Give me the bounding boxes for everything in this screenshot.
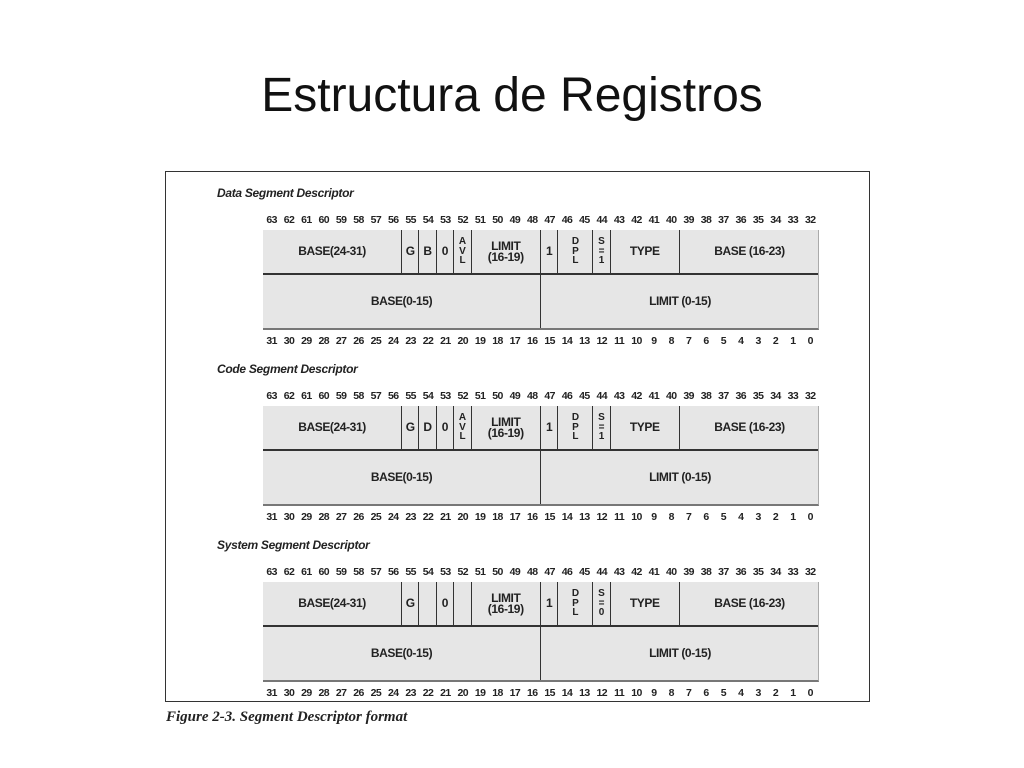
bit-number: 16 bbox=[526, 511, 538, 523]
bit-number: 26 bbox=[353, 687, 364, 699]
bit-number: 4 bbox=[738, 687, 744, 699]
descriptor-field bbox=[437, 582, 454, 625]
bit-number: 28 bbox=[318, 335, 330, 347]
bit-number: 18 bbox=[492, 511, 503, 523]
bit-number: 42 bbox=[631, 390, 642, 402]
bit-number: 14 bbox=[561, 335, 573, 347]
bit-number: 13 bbox=[579, 511, 590, 523]
field-label: D bbox=[423, 420, 432, 434]
bit-number: 49 bbox=[509, 214, 521, 226]
bit-number: 34 bbox=[770, 566, 781, 578]
bit-number: 58 bbox=[353, 390, 364, 402]
bit-number: 43 bbox=[613, 566, 625, 578]
bit-number: 50 bbox=[492, 390, 503, 402]
bit-number: 40 bbox=[665, 566, 677, 578]
descriptor-field bbox=[593, 582, 610, 625]
field-label: BASE(0-15) bbox=[370, 294, 433, 308]
slide-title: Estructura de Registros bbox=[261, 69, 763, 122]
bit-number: 11 bbox=[614, 687, 625, 699]
bit-number: 27 bbox=[335, 687, 347, 699]
bit-number: 59 bbox=[335, 566, 347, 578]
bit-number: 25 bbox=[370, 335, 382, 347]
bit-number: 21 bbox=[440, 687, 451, 699]
bit-number: 61 bbox=[301, 390, 312, 402]
bit-number: 34 bbox=[770, 390, 781, 402]
bit-number: 9 bbox=[651, 511, 657, 523]
field-label: 0 bbox=[441, 420, 449, 434]
bit-number: 29 bbox=[301, 335, 312, 347]
bit-number: 35 bbox=[752, 214, 764, 226]
descriptor-title: Data Segment Descriptor bbox=[217, 186, 354, 200]
bit-number: 13 bbox=[579, 335, 590, 347]
bit-number: 11 bbox=[614, 335, 625, 347]
bit-number: 28 bbox=[318, 511, 330, 523]
field-label: G bbox=[405, 596, 415, 610]
bit-number: 45 bbox=[579, 566, 590, 578]
bit-number: 56 bbox=[387, 566, 399, 578]
bit-number: 20 bbox=[457, 511, 469, 523]
bit-number: 38 bbox=[700, 214, 712, 226]
bit-number: 49 bbox=[509, 390, 521, 402]
bit-number: 16 bbox=[526, 335, 538, 347]
bit-number: 15 bbox=[544, 511, 556, 523]
bit-number: 51 bbox=[474, 566, 486, 578]
bit-number: 22 bbox=[422, 511, 434, 523]
bit-number: 46 bbox=[561, 390, 573, 402]
field-label: D P L bbox=[571, 588, 579, 619]
field-label: BASE (16-23) bbox=[714, 244, 785, 258]
bit-number: 4 bbox=[738, 511, 744, 523]
bit-number: 0 bbox=[807, 687, 813, 699]
bit-number: 45 bbox=[579, 214, 590, 226]
bit-number: 21 bbox=[440, 511, 451, 523]
bit-number: 43 bbox=[613, 390, 625, 402]
bit-number: 40 bbox=[665, 214, 677, 226]
bit-number: 32 bbox=[804, 390, 816, 402]
bit-number: 63 bbox=[266, 214, 278, 226]
bit-number: 19 bbox=[474, 687, 486, 699]
field-label: G bbox=[405, 420, 415, 434]
bit-number: 31 bbox=[266, 511, 278, 523]
descriptor-field bbox=[541, 230, 558, 273]
bit-number: 13 bbox=[579, 687, 590, 699]
lower-bit-numbers bbox=[263, 687, 819, 701]
bit-number: 37 bbox=[718, 566, 729, 578]
bit-number: 56 bbox=[387, 390, 399, 402]
field-label: S = 1 bbox=[598, 412, 605, 443]
upper-bit-numbers bbox=[263, 566, 819, 580]
bit-number: 41 bbox=[648, 566, 660, 578]
bit-number: 20 bbox=[457, 687, 469, 699]
descriptor-field bbox=[437, 406, 454, 449]
descriptor-field bbox=[419, 406, 436, 449]
bit-number: 6 bbox=[703, 687, 709, 699]
bit-number: 16 bbox=[526, 687, 538, 699]
bit-number: 59 bbox=[335, 390, 347, 402]
bit-number: 61 bbox=[301, 566, 312, 578]
bit-number: 36 bbox=[735, 566, 747, 578]
field-label: LIMIT (0-15) bbox=[649, 294, 711, 308]
descriptor-field bbox=[263, 275, 541, 328]
bit-number: 37 bbox=[718, 214, 729, 226]
descriptor-field bbox=[558, 582, 593, 625]
bit-number: 39 bbox=[683, 214, 695, 226]
bit-number: 5 bbox=[720, 335, 727, 347]
bit-number: 17 bbox=[509, 687, 521, 699]
bit-number: 52 bbox=[457, 214, 469, 226]
bit-number: 9 bbox=[651, 335, 657, 347]
bit-number: 59 bbox=[335, 214, 347, 226]
bit-number: 41 bbox=[648, 390, 660, 402]
bit-number: 0 bbox=[807, 335, 813, 347]
bit-number: 19 bbox=[474, 335, 486, 347]
bit-number: 23 bbox=[405, 687, 417, 699]
field-label: B bbox=[423, 244, 432, 258]
bit-number: 42 bbox=[631, 214, 642, 226]
bit-number: 54 bbox=[422, 566, 434, 578]
descriptor-table bbox=[263, 582, 819, 682]
bit-number: 26 bbox=[353, 335, 364, 347]
bit-number: 10 bbox=[631, 335, 642, 347]
field-label: TYPE bbox=[629, 420, 660, 434]
bit-number: 35 bbox=[752, 390, 764, 402]
descriptor-field bbox=[611, 406, 681, 449]
bit-number: 25 bbox=[370, 687, 382, 699]
upper-bit-numbers bbox=[263, 214, 819, 228]
bit-number: 12 bbox=[596, 511, 608, 523]
descriptor-title: System Segment Descriptor bbox=[217, 538, 370, 552]
bit-number: 36 bbox=[735, 390, 747, 402]
bit-number: 40 bbox=[665, 390, 677, 402]
bit-number: 57 bbox=[370, 566, 382, 578]
bit-number: 63 bbox=[266, 390, 278, 402]
field-label: LIMIT (16-19) bbox=[487, 414, 524, 440]
bit-number: 10 bbox=[631, 687, 642, 699]
bit-number: 48 bbox=[526, 214, 538, 226]
field-label: D P L bbox=[571, 412, 579, 443]
bit-number: 8 bbox=[668, 687, 674, 699]
bit-number: 44 bbox=[596, 214, 608, 226]
bit-number: 19 bbox=[474, 511, 486, 523]
descriptor-field bbox=[541, 582, 558, 625]
bit-number: 18 bbox=[492, 335, 503, 347]
bit-number: 29 bbox=[301, 511, 312, 523]
bit-number: 27 bbox=[335, 511, 347, 523]
bit-number: 44 bbox=[596, 566, 608, 578]
bit-number: 63 bbox=[266, 566, 278, 578]
field-label: 0 bbox=[441, 244, 449, 258]
bit-number: 27 bbox=[335, 335, 347, 347]
bit-number: 48 bbox=[526, 566, 538, 578]
bit-number: 60 bbox=[318, 390, 330, 402]
field-label: BASE(24-31) bbox=[298, 244, 366, 258]
segment-descriptor bbox=[166, 186, 868, 356]
bit-number: 12 bbox=[596, 687, 608, 699]
descriptor-field bbox=[680, 582, 819, 625]
bit-number: 7 bbox=[686, 687, 692, 699]
bit-number: 24 bbox=[387, 687, 399, 699]
bit-number: 24 bbox=[387, 511, 399, 523]
bit-number: 22 bbox=[422, 687, 434, 699]
bit-number: 3 bbox=[755, 511, 761, 523]
descriptor-field bbox=[541, 451, 819, 504]
bit-number: 54 bbox=[422, 214, 434, 226]
bit-number: 48 bbox=[526, 390, 538, 402]
bit-number: 62 bbox=[283, 214, 295, 226]
bit-number: 4 bbox=[738, 335, 744, 347]
bit-number: 3 bbox=[755, 335, 761, 347]
field-label: TYPE bbox=[629, 596, 660, 610]
descriptor-field bbox=[680, 406, 819, 449]
bit-number: 22 bbox=[422, 335, 434, 347]
descriptor-field bbox=[263, 627, 541, 680]
field-label: BASE(24-31) bbox=[298, 596, 366, 610]
bit-number: 21 bbox=[440, 335, 451, 347]
field-label: BASE (16-23) bbox=[714, 596, 785, 610]
bit-number: 39 bbox=[683, 566, 695, 578]
descriptor-field bbox=[419, 230, 436, 273]
descriptor-field bbox=[402, 406, 419, 449]
bit-number: 20 bbox=[457, 335, 469, 347]
bit-number: 0 bbox=[807, 511, 813, 523]
field-label: LIMIT (16-19) bbox=[487, 590, 524, 616]
bit-number: 18 bbox=[492, 687, 503, 699]
segment-descriptor-figure bbox=[165, 171, 870, 702]
bit-number: 46 bbox=[561, 214, 573, 226]
descriptor-field bbox=[541, 275, 819, 328]
bit-number: 54 bbox=[422, 390, 434, 402]
bit-number: 17 bbox=[509, 511, 521, 523]
bit-number: 62 bbox=[283, 566, 295, 578]
bit-number: 6 bbox=[703, 335, 709, 347]
bit-number: 62 bbox=[283, 390, 295, 402]
bit-number: 11 bbox=[614, 511, 625, 523]
bit-number: 12 bbox=[596, 335, 608, 347]
descriptor-field bbox=[263, 230, 402, 273]
field-label: 1 bbox=[546, 420, 553, 434]
descriptor-field bbox=[472, 406, 542, 449]
bit-number: 60 bbox=[318, 214, 330, 226]
descriptor-field bbox=[593, 406, 610, 449]
field-label: TYPE bbox=[629, 244, 660, 258]
bit-number: 55 bbox=[405, 566, 417, 578]
upper-bit-numbers bbox=[263, 390, 819, 404]
bit-number: 37 bbox=[718, 390, 729, 402]
bit-number: 35 bbox=[752, 566, 764, 578]
descriptor-field bbox=[419, 582, 436, 625]
descriptor-field bbox=[454, 406, 471, 449]
descriptor-field bbox=[541, 406, 558, 449]
bit-number: 60 bbox=[318, 566, 330, 578]
field-label: BASE(0-15) bbox=[370, 646, 433, 660]
descriptor-field bbox=[680, 230, 819, 273]
bit-number: 29 bbox=[301, 687, 312, 699]
bit-number: 24 bbox=[387, 335, 399, 347]
bit-number: 47 bbox=[544, 214, 556, 226]
bit-number: 38 bbox=[700, 566, 712, 578]
bit-number: 3 bbox=[755, 687, 761, 699]
bit-number: 56 bbox=[387, 214, 399, 226]
field-label: D P L bbox=[571, 236, 579, 267]
descriptor-table bbox=[263, 230, 819, 330]
bit-number: 51 bbox=[474, 390, 486, 402]
bit-number: 33 bbox=[787, 214, 799, 226]
descriptor-field bbox=[611, 230, 681, 273]
bit-number: 39 bbox=[683, 390, 695, 402]
bit-number: 31 bbox=[266, 687, 278, 699]
descriptor-title: Code Segment Descriptor bbox=[217, 362, 358, 376]
bit-number: 14 bbox=[561, 687, 573, 699]
descriptor-table bbox=[263, 406, 819, 506]
descriptor-field bbox=[402, 582, 419, 625]
bit-number: 10 bbox=[631, 511, 642, 523]
bit-number: 30 bbox=[283, 687, 295, 699]
bit-number: 9 bbox=[651, 687, 657, 699]
bit-number: 17 bbox=[509, 335, 521, 347]
segment-descriptor bbox=[166, 538, 868, 708]
bit-number: 14 bbox=[561, 511, 573, 523]
descriptor-field bbox=[558, 406, 593, 449]
lower-bit-numbers bbox=[263, 335, 819, 349]
descriptor-field bbox=[263, 582, 402, 625]
bit-number: 33 bbox=[787, 566, 799, 578]
bit-number: 32 bbox=[804, 214, 816, 226]
bit-number: 32 bbox=[804, 566, 816, 578]
bit-number: 57 bbox=[370, 214, 382, 226]
bit-number: 8 bbox=[668, 335, 674, 347]
field-label: 1 bbox=[546, 596, 553, 610]
bit-number: 51 bbox=[474, 214, 486, 226]
bit-number: 38 bbox=[700, 390, 712, 402]
bit-number: 47 bbox=[544, 390, 556, 402]
bit-number: 43 bbox=[613, 214, 625, 226]
bit-number: 1 bbox=[790, 335, 796, 347]
bit-number: 2 bbox=[772, 335, 779, 347]
bit-number: 30 bbox=[283, 335, 295, 347]
bit-number: 33 bbox=[787, 390, 799, 402]
segment-descriptor bbox=[166, 362, 868, 532]
bit-number: 30 bbox=[283, 511, 295, 523]
bit-number: 57 bbox=[370, 390, 382, 402]
bit-number: 55 bbox=[405, 390, 417, 402]
field-label: S = 1 bbox=[598, 236, 605, 267]
descriptor-field bbox=[541, 627, 819, 680]
bit-number: 34 bbox=[770, 214, 781, 226]
field-label: LIMIT (16-19) bbox=[487, 238, 524, 264]
bit-number: 7 bbox=[686, 335, 692, 347]
descriptor-field bbox=[472, 230, 542, 273]
field-label: A V L bbox=[458, 236, 466, 267]
bit-number: 7 bbox=[686, 511, 692, 523]
bit-number: 5 bbox=[720, 687, 727, 699]
descriptor-field bbox=[263, 451, 541, 504]
bit-number: 6 bbox=[703, 511, 709, 523]
bit-number: 36 bbox=[735, 214, 747, 226]
descriptor-field bbox=[558, 230, 593, 273]
bit-number: 1 bbox=[790, 511, 796, 523]
bit-number: 1 bbox=[790, 687, 796, 699]
bit-number: 53 bbox=[440, 214, 451, 226]
descriptor-field bbox=[454, 582, 471, 625]
bit-number: 50 bbox=[492, 566, 503, 578]
descriptor-field bbox=[402, 230, 419, 273]
bit-number: 52 bbox=[457, 390, 469, 402]
bit-number: 50 bbox=[492, 214, 503, 226]
bit-number: 58 bbox=[353, 566, 364, 578]
bit-number: 61 bbox=[301, 214, 312, 226]
field-label: G bbox=[405, 244, 415, 258]
bit-number: 31 bbox=[266, 335, 278, 347]
field-label: S = 0 bbox=[598, 588, 605, 619]
field-label: 0 bbox=[441, 596, 449, 610]
field-label: BASE(0-15) bbox=[370, 470, 433, 484]
descriptor-field bbox=[593, 230, 610, 273]
bit-number: 5 bbox=[720, 511, 727, 523]
descriptor-field bbox=[437, 230, 454, 273]
bit-number: 28 bbox=[318, 687, 330, 699]
field-label: BASE(24-31) bbox=[298, 420, 366, 434]
figure-caption: Figure 2-3. Segment Descriptor format bbox=[166, 709, 408, 725]
bit-number: 23 bbox=[405, 511, 417, 523]
field-label: LIMIT (0-15) bbox=[649, 646, 711, 660]
field-label: 1 bbox=[546, 244, 553, 258]
bit-number: 53 bbox=[440, 566, 451, 578]
bit-number: 46 bbox=[561, 566, 573, 578]
bit-number: 15 bbox=[544, 687, 556, 699]
bit-number: 42 bbox=[631, 566, 642, 578]
bit-number: 26 bbox=[353, 511, 364, 523]
bit-number: 44 bbox=[596, 390, 608, 402]
bit-number: 52 bbox=[457, 566, 469, 578]
bit-number: 2 bbox=[772, 687, 779, 699]
bit-number: 55 bbox=[405, 214, 417, 226]
field-label: LIMIT (0-15) bbox=[649, 470, 711, 484]
bit-number: 47 bbox=[544, 566, 556, 578]
field-label: BASE (16-23) bbox=[714, 420, 785, 434]
bit-number: 41 bbox=[648, 214, 660, 226]
bit-number: 53 bbox=[440, 390, 451, 402]
bit-number: 45 bbox=[579, 390, 590, 402]
bit-number: 58 bbox=[353, 214, 364, 226]
field-label: A V L bbox=[458, 412, 466, 443]
descriptor-field bbox=[263, 406, 402, 449]
descriptor-field bbox=[611, 582, 681, 625]
descriptor-field bbox=[454, 230, 471, 273]
lower-bit-numbers bbox=[263, 511, 819, 525]
bit-number: 8 bbox=[668, 511, 674, 523]
descriptor-field bbox=[472, 582, 542, 625]
bit-number: 15 bbox=[544, 335, 556, 347]
bit-number: 49 bbox=[509, 566, 521, 578]
bit-number: 2 bbox=[772, 511, 779, 523]
bit-number: 25 bbox=[370, 511, 382, 523]
bit-number: 23 bbox=[405, 335, 417, 347]
